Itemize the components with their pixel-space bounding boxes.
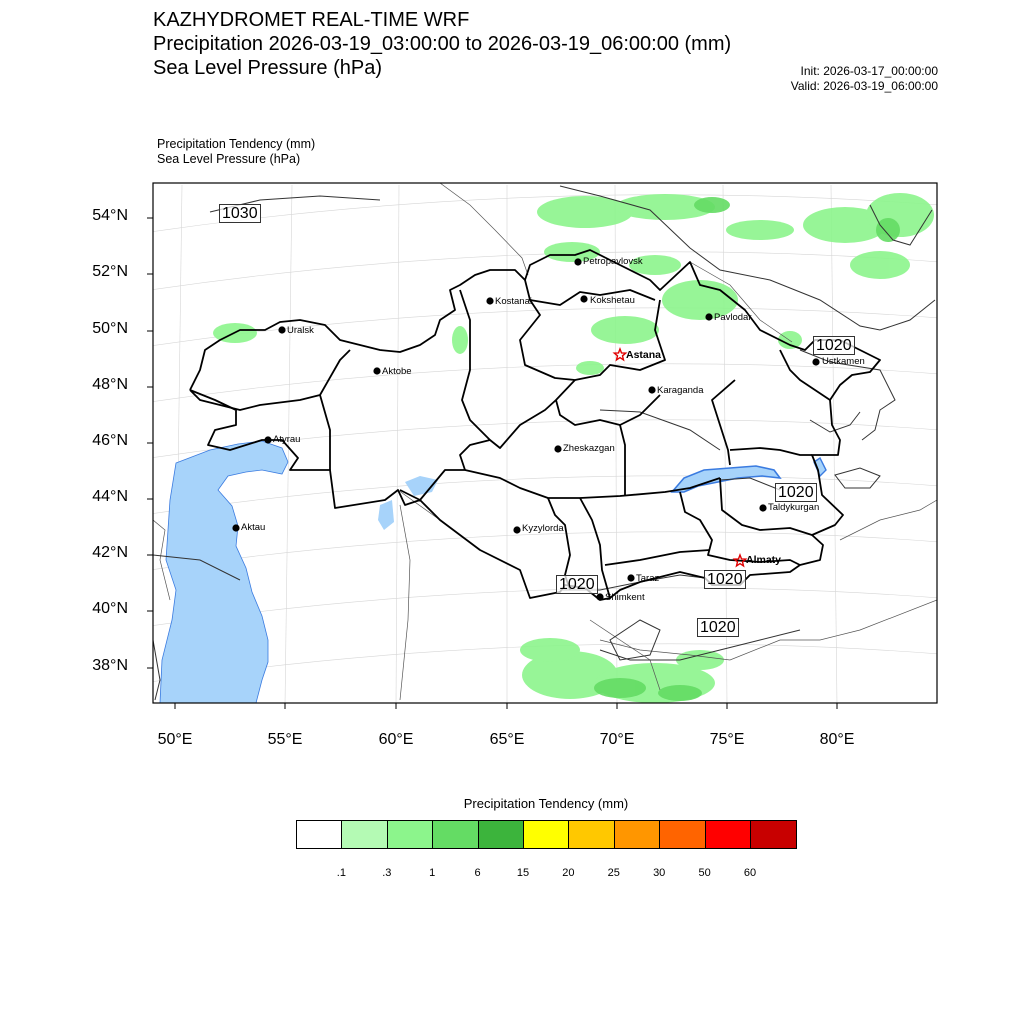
legend-tick-label: 25 xyxy=(607,867,620,879)
isobar-lines xyxy=(153,186,935,700)
legend-tick-label: 50 xyxy=(698,867,711,879)
isobar-label: 1020 xyxy=(556,575,598,594)
lon-label-65: 65°E xyxy=(489,731,525,748)
lon-label-80: 80°E xyxy=(819,731,855,748)
lon-label-60: 60°E xyxy=(378,731,414,748)
city-dot-marker xyxy=(513,526,520,533)
lat-label-46: 46°N xyxy=(92,432,128,449)
city-dot-marker xyxy=(648,386,655,393)
title-line-1: KAZHYDROMET REAL-TIME WRF xyxy=(153,9,470,31)
lat-label-52: 52°N xyxy=(92,263,128,280)
city-label-petropavlovsk: Petropavlovsk xyxy=(583,256,643,267)
city-label-kokshetau: Kokshetau xyxy=(590,295,635,306)
legend-swatch-7 xyxy=(615,821,660,848)
isobar-label: 1020 xyxy=(775,483,817,502)
lat-label-38: 38°N xyxy=(92,657,128,674)
legend-swatch-5 xyxy=(524,821,569,848)
city-label-astana: Astana xyxy=(626,349,662,361)
city-label-aktau: Aktau xyxy=(241,522,266,533)
city-label-ustkamen: Ustkamen xyxy=(822,356,865,367)
city-label-uralsk: Uralsk xyxy=(287,325,314,336)
legend-tick-label: 60 xyxy=(743,867,757,879)
city-label-atyrau: Atyrau xyxy=(273,434,301,445)
lon-label-50: 50°E xyxy=(157,731,193,748)
legend-tick-label: 30 xyxy=(653,867,666,879)
legend-swatch-1 xyxy=(342,821,387,848)
city-label-taldykurgan: Taldykurgan xyxy=(768,502,820,513)
isobar-label: 1020 xyxy=(704,570,746,589)
zaysan-lake xyxy=(814,458,826,476)
city-label-pavlodar: Pavlodar xyxy=(714,312,752,323)
city-dot-marker xyxy=(486,297,493,304)
isobar-label: 1020 xyxy=(813,336,855,355)
legend-tick-label: 1 xyxy=(429,867,436,879)
lon-label-55: 55°E xyxy=(267,731,303,748)
lat-ticks xyxy=(147,218,153,668)
city-dot-marker xyxy=(232,524,239,531)
legend-swatch-9 xyxy=(706,821,751,848)
city-dot-marker xyxy=(705,313,712,320)
lat-label-40: 40°N xyxy=(92,600,128,617)
aral-lake-east xyxy=(405,476,438,496)
city-dot-marker xyxy=(373,367,380,374)
legend-swatch-2 xyxy=(388,821,433,848)
city-dot-marker xyxy=(278,326,285,333)
title-line-2: Precipitation 2026-03-19_03:00:00 to 2026-03-19_06:00:00 (mm) xyxy=(153,33,732,55)
city-label-almaty: Almaty xyxy=(746,554,782,566)
valid-time: Valid: 2026-03-19_06:00:00 xyxy=(790,79,938,93)
city-dot-marker xyxy=(812,358,819,365)
legend-tick-label: 15 xyxy=(516,867,530,879)
legend-tick-label: 6 xyxy=(474,867,481,879)
init-time: Init: 2026-03-17_00:00:00 xyxy=(800,64,938,78)
map-frame xyxy=(153,183,937,703)
subtitle-slp: Sea Level Pressure (hPa) xyxy=(157,152,301,166)
capital-star-marker xyxy=(614,349,625,360)
lat-label-48: 48°N xyxy=(92,376,128,393)
subtitle-precip: Precipitation Tendency (mm) xyxy=(157,137,316,151)
legend-tick-label: .1 xyxy=(336,867,346,879)
legend-swatch-8 xyxy=(660,821,705,848)
aral-lake xyxy=(378,500,394,530)
map-layers xyxy=(150,183,940,705)
lat-label-54: 54°N xyxy=(92,207,128,224)
city-dot-marker xyxy=(596,593,603,600)
city-label-taraz: Taraz xyxy=(636,573,660,584)
legend-swatch-6 xyxy=(569,821,614,848)
legend-swatch-4 xyxy=(479,821,524,848)
legend-swatch-10 xyxy=(751,821,796,848)
city-label-shimkent: Shimkent xyxy=(605,592,645,603)
lat-label-42: 42°N xyxy=(92,544,128,561)
city-label-zheskazgan: Zheskazgan xyxy=(563,443,615,454)
legend-swatch-0 xyxy=(297,821,342,848)
city-dot-marker xyxy=(264,436,271,443)
city-dot-marker xyxy=(554,445,561,452)
lon-label-75: 75°E xyxy=(709,731,745,748)
lon-label-70: 70°E xyxy=(599,731,635,748)
city-label-kostanai: Kostanai xyxy=(495,296,532,307)
legend-title: Precipitation Tendency (mm) xyxy=(463,796,629,811)
city-dot-marker xyxy=(759,504,766,511)
city-dot-marker xyxy=(574,258,581,265)
city-dot-marker xyxy=(580,295,587,302)
isobar-label: 1030 xyxy=(219,204,261,223)
legend-swatch-3 xyxy=(433,821,478,848)
city-label-kyzylorda: Kyzylorda xyxy=(522,523,564,534)
city-dot-marker xyxy=(627,574,634,581)
isobar-label: 1020 xyxy=(697,618,739,637)
lat-label-50: 50°N xyxy=(92,320,128,337)
lon-ticks xyxy=(175,703,837,709)
title-line-3: Sea Level Pressure (hPa) xyxy=(153,57,383,79)
legend-tick-label: .3 xyxy=(382,867,392,879)
city-label-karaganda: Karaganda xyxy=(657,385,704,396)
lat-label-44: 44°N xyxy=(92,488,128,505)
legend-colorbar xyxy=(296,820,797,849)
legend-tick-label: 20 xyxy=(562,867,575,879)
country-border xyxy=(190,250,880,600)
city-label-aktobe: Aktobe xyxy=(382,366,412,377)
